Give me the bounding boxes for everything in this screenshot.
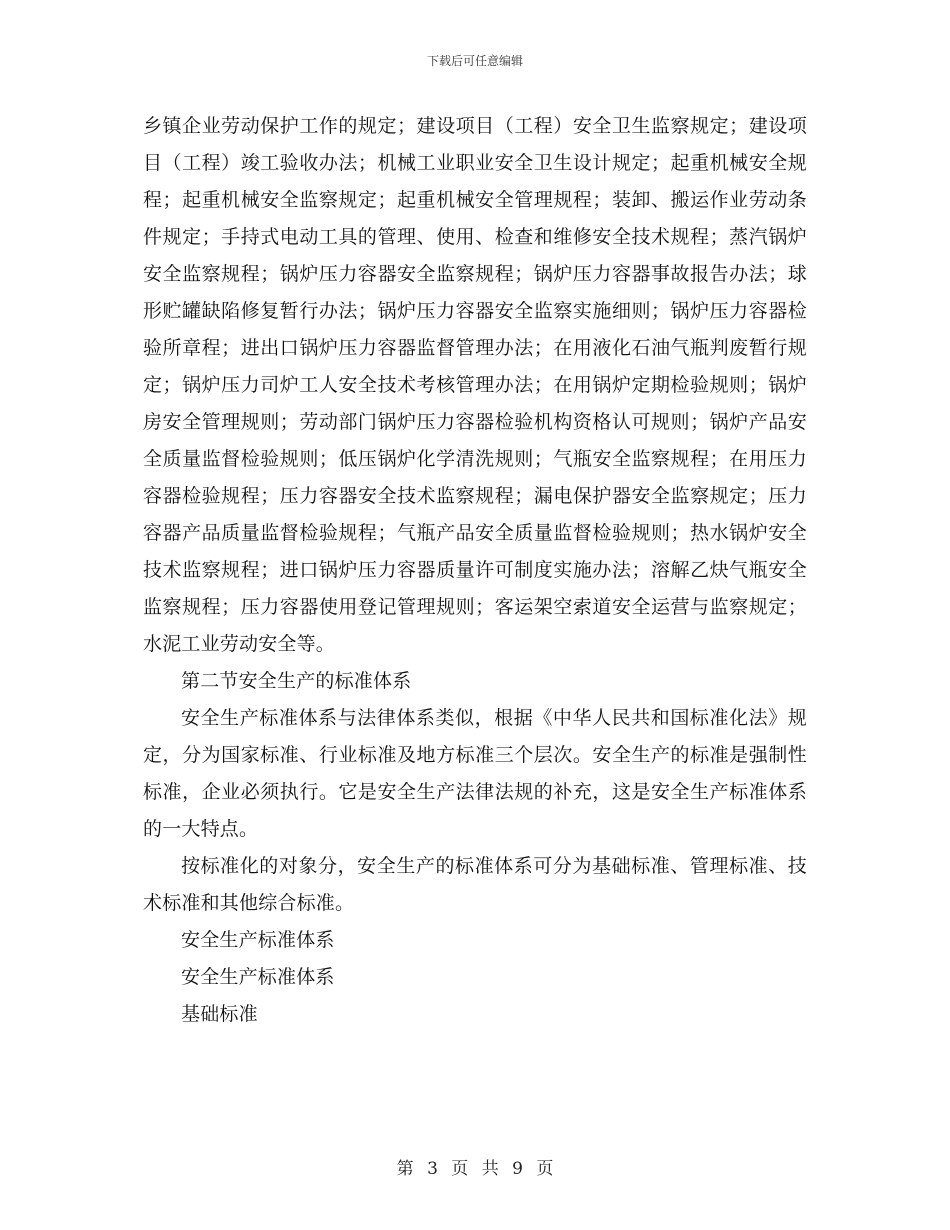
paragraph-regulations-list: 乡镇企业劳动保护工作的规定；建设项目（工程）安全卫生监察规定；建设项目（工程）竣工验收办法；机械工业职业安全卫生设计规定；起重机械安全规程；起重机械安全监察规定；起重机械安全管理规程；装卸、搬运作业劳动条件规定；手持式电动工具的管理、使用、检查和维修安全技术规程；蒸汽锅炉安全监察规程；锅炉压力容器安全监察规程；锅炉压力容器事故报告办法；球形贮罐缺陷修复暂行办法；锅炉压力容器安全监察实施细则；锅炉压力容器检验所章程；进出口锅炉压力容器监督管理办法；在用液化石油气瓶判废暂行规定；锅炉压力司炉工人安全技术考核管理办法；在用锅炉定期检验规则；锅炉房安全管理规则；劳动部门锅炉压力容器检验机构资格认可规则；锅炉产品安全质量监督检验规则；低压锅炉化学清洗规则；气瓶安全监察规程；在用压力容器检验规程；压力容器安全技术监察规程；漏电保护器安全监察规定；压力容器产品质量监督检验规程；气瓶产品安全质量监督检验规则；热水锅炉安全技术监察规程；进口锅炉压力容器质量许可制度实施办法；溶解乙炔气瓶安全监察规程；压力容器使用登记管理规则；客运架空索道安全运营与监察规定；水泥工业劳动安全等。 [143,115,807,655]
section-heading: 第二节安全生产的标准体系 [181,670,412,692]
diagram-label: 基础标准 [181,1003,258,1025]
page-label-mid: 页 [451,1159,469,1179]
paragraph-standards-system: 安全生产标准体系与法律体系类似，根据《中华人民共和国标准化法》规定，分为国家标准、行业标准及地方标准三个层次。安全生产的标准是强制性标准，企业必须执行。它是安全生产法律法规的补充，这是安全生产标准体系的一大特点。 [143,707,807,840]
diagram-label: 安全生产标准体系 [181,929,335,951]
page-label-prefix: 第 [396,1159,414,1179]
document-body [143,108,807,1033]
page-label-suffix: 页 [536,1159,554,1179]
paragraph-standards-classification: 按标准化的对象分，安全生产的标准体系可分为基础标准、管理标准、技术标准和其他综合标准。 [143,855,807,914]
total-pages-number: 9 [512,1159,523,1179]
page-total-prefix: 共 [481,1159,499,1179]
diagram-label: 安全生产标准体系 [181,966,335,988]
page-footer [0,1154,950,1179]
current-page-number: 3 [427,1159,438,1179]
page-header-note: 下载后可任意编辑 [426,54,523,68]
